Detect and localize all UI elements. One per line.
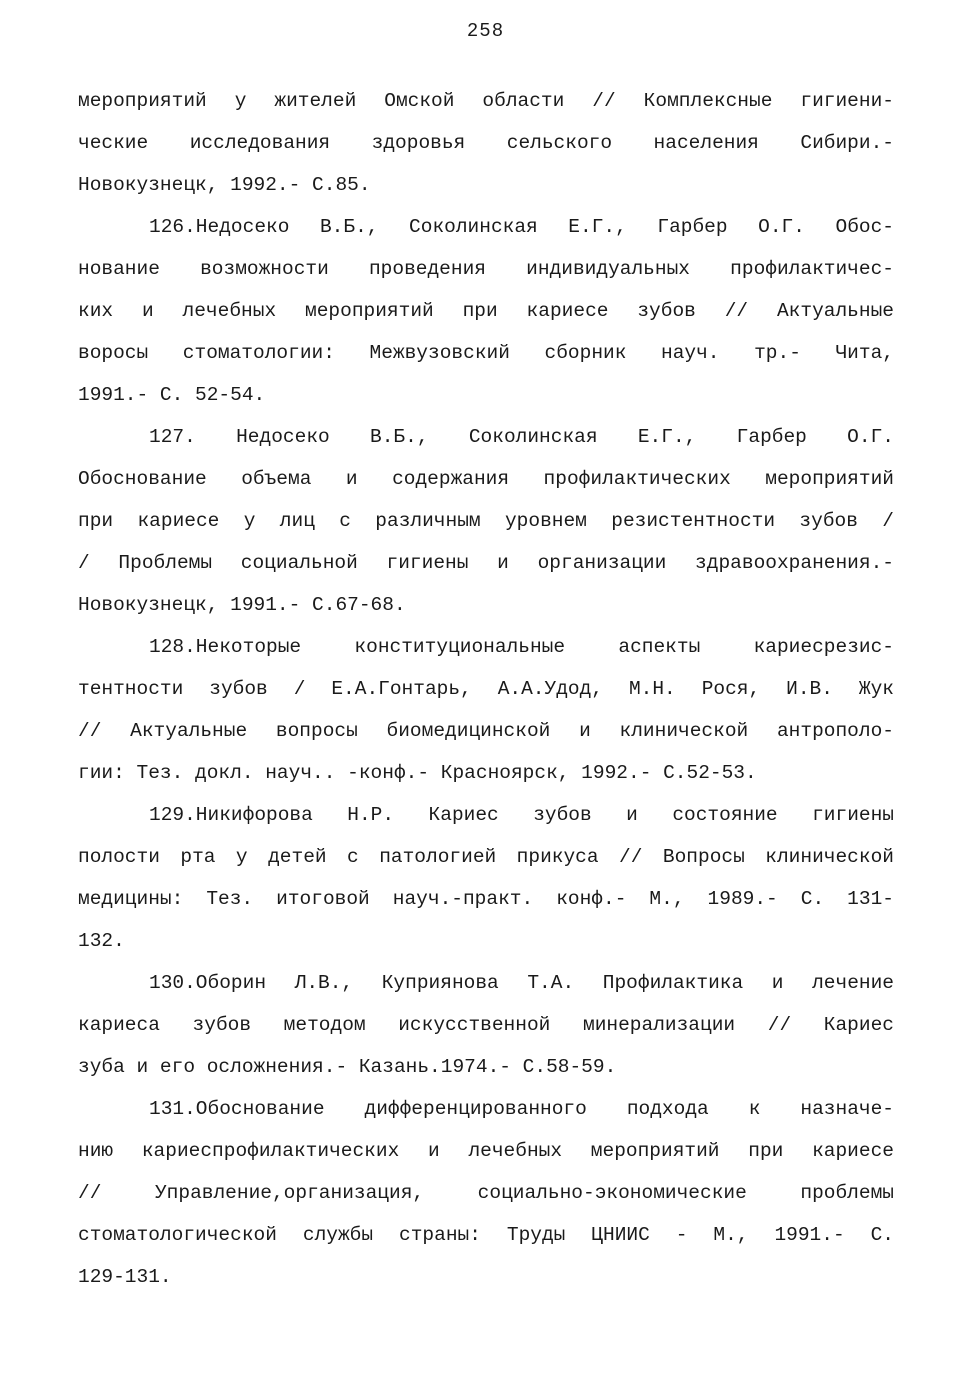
text-line: 126.Недосеко В.Б., Соколинская Е.Г., Гарбер О.Г. Обос-: [149, 216, 894, 238]
text-line: / Проблемы социальной гигиены и организации здравоохранения.-: [78, 552, 894, 574]
text-line: 127. Недосеко В.Б., Соколинская Е.Г., Гарбер О.Г.: [149, 426, 894, 448]
text-line: 129.Никифорова Н.Р. Кариес зубов и состояние гигиены: [149, 804, 894, 826]
text-line: при кариесе у лиц с различным уровнем резистентности зубов /: [78, 510, 894, 532]
text-line: 1991.- С. 52-54.: [78, 384, 266, 406]
text-line: кариеса зубов методом искусственной минерализации // Кариес: [78, 1014, 894, 1036]
text-line: нию кариеспрофилактических и лечебных мероприятий при кариесе: [78, 1140, 894, 1162]
text-line: 129-131.: [78, 1266, 172, 1288]
text-line: тентности зубов / Е.А.Гонтарь, А.А.Удод, М.Н. Рося, И.В. Жук: [78, 678, 894, 700]
text-line: 131.Обоснование дифференцированного подхода к назначе-: [149, 1098, 894, 1120]
text-line: ческие исследования здоровья сельского населения Сибири.-: [78, 132, 894, 154]
text-line: 130.Оборин Л.В., Куприянова Т.А. Профилактика и лечение: [149, 972, 894, 994]
text-line: // Актуальные вопросы биомедицинской и клинической антрополо-: [78, 720, 894, 742]
text-line: Новокузнецк, 1991.- С.67-68.: [78, 594, 406, 616]
text-line: нование возможности проведения индивидуальных профилактичес-: [78, 258, 894, 280]
page-number: 258: [466, 20, 505, 42]
text-line: гии: Тез. докл. науч.. -конф.- Красноярск, 1992.- С.52-53.: [78, 762, 757, 784]
text-line: ких и лечебных мероприятий при кариесе зубов // Актуальные: [78, 300, 894, 322]
text-line: // Управление,организация, социально-экономические проблемы: [78, 1182, 894, 1204]
text-line: зуба и его осложнения.- Казань.1974.- С.58-59.: [78, 1056, 617, 1078]
text-line: 128.Некоторые конституциональные аспекты кариесрезис-: [149, 636, 894, 658]
text-line: полости рта у детей с патологией прикуса // Вопросы клинической: [78, 846, 894, 868]
text-line: воросы стоматологии: Межвузовский сборник науч. тр.- Чита,: [78, 342, 894, 364]
text-line: мероприятий у жителей Омской области // Комплексные гигиени-: [78, 90, 894, 112]
text-line: Обоснование объема и содержания профилактических мероприятий: [78, 468, 894, 490]
text-line: медицины: Тез. итоговой науч.-практ. конф.- М., 1989.- С. 131-: [78, 888, 894, 910]
text-line: 132.: [78, 930, 125, 952]
text-line: стоматологической службы страны: Труды ЦНИИС - М., 1991.- С.: [78, 1224, 894, 1246]
text-line: Новокузнецк, 1992.- С.85.: [78, 174, 371, 196]
